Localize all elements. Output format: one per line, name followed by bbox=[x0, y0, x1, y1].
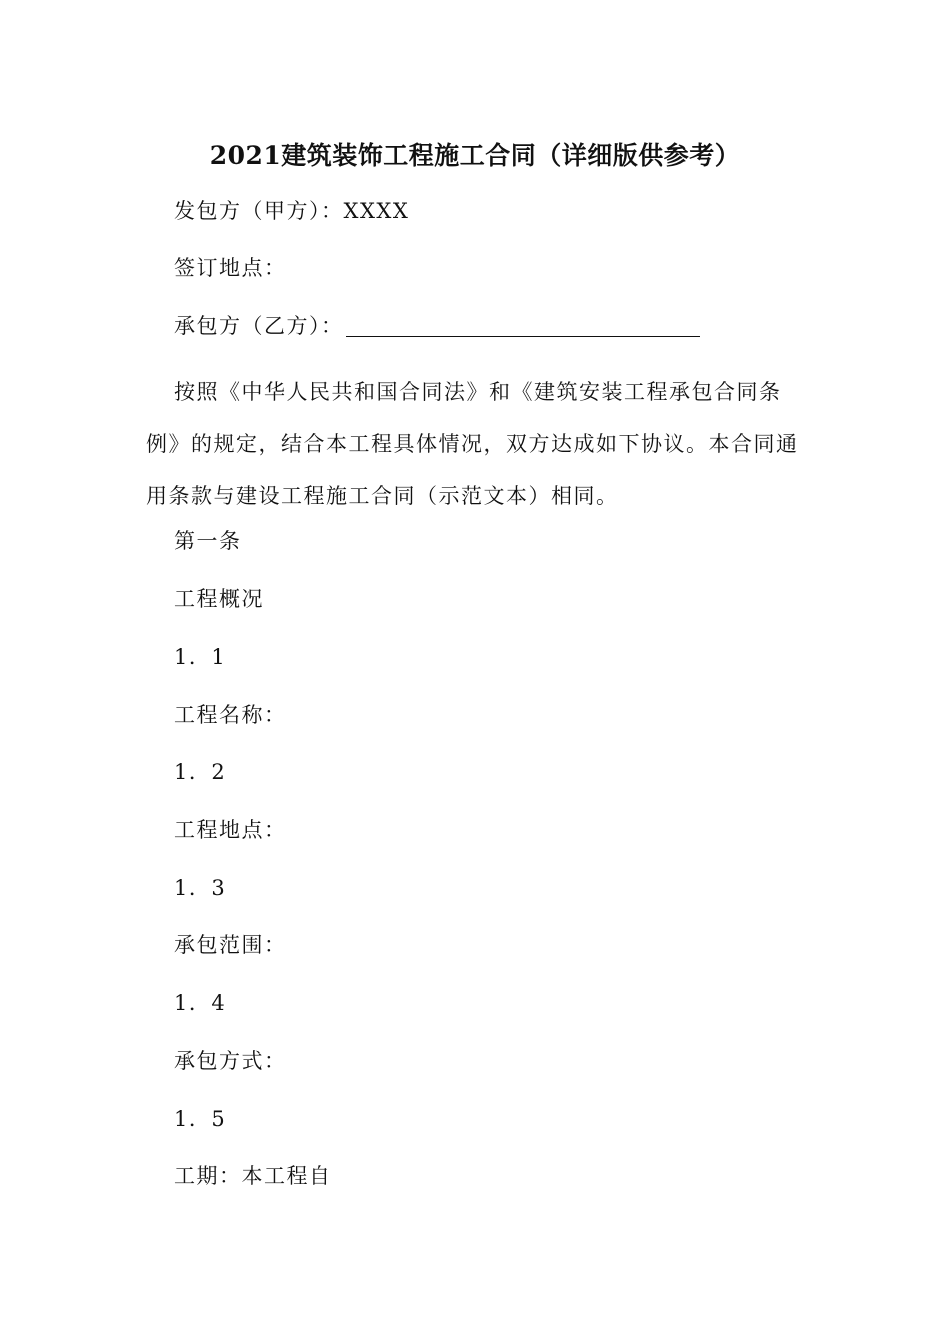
item-number: 1．5 bbox=[174, 1107, 227, 1131]
party-b-blank bbox=[346, 312, 700, 337]
item-label: 承包方式： bbox=[174, 1049, 287, 1073]
item-label: 工期：本工程自 bbox=[174, 1164, 332, 1188]
item-number: 1．4 bbox=[174, 991, 227, 1015]
party-a-line: 发包方（甲方）：XXXX bbox=[174, 199, 410, 223]
party-b-line bbox=[174, 311, 700, 341]
item-number: 1．1 bbox=[174, 645, 227, 669]
item-label: 承包范围： bbox=[174, 933, 287, 957]
article-1-title: 工程概况 bbox=[174, 587, 264, 611]
item-number: 1．2 bbox=[174, 760, 227, 784]
item-number: 1．3 bbox=[174, 876, 227, 900]
sign-place-line: 签订地点： bbox=[174, 256, 287, 280]
party-b-label: 承包方（乙方）： bbox=[174, 314, 344, 338]
item-label: 工程地点： bbox=[174, 818, 287, 842]
preamble-paragraph bbox=[146, 366, 811, 522]
document-title: 2021建筑装饰工程施工合同（详细版供参考） bbox=[209, 141, 741, 170]
preamble-text: 按照《中华人民共和国合同法》和《建筑安装工程承包合同条例》的规定，结合本工程具体情况，双方达成如下协议。本合同通用条款与建设工程施工合同（示范文本）相同。 bbox=[146, 380, 799, 508]
article-1-heading: 第一条 bbox=[174, 529, 242, 553]
item-label: 工程名称： bbox=[174, 703, 287, 727]
